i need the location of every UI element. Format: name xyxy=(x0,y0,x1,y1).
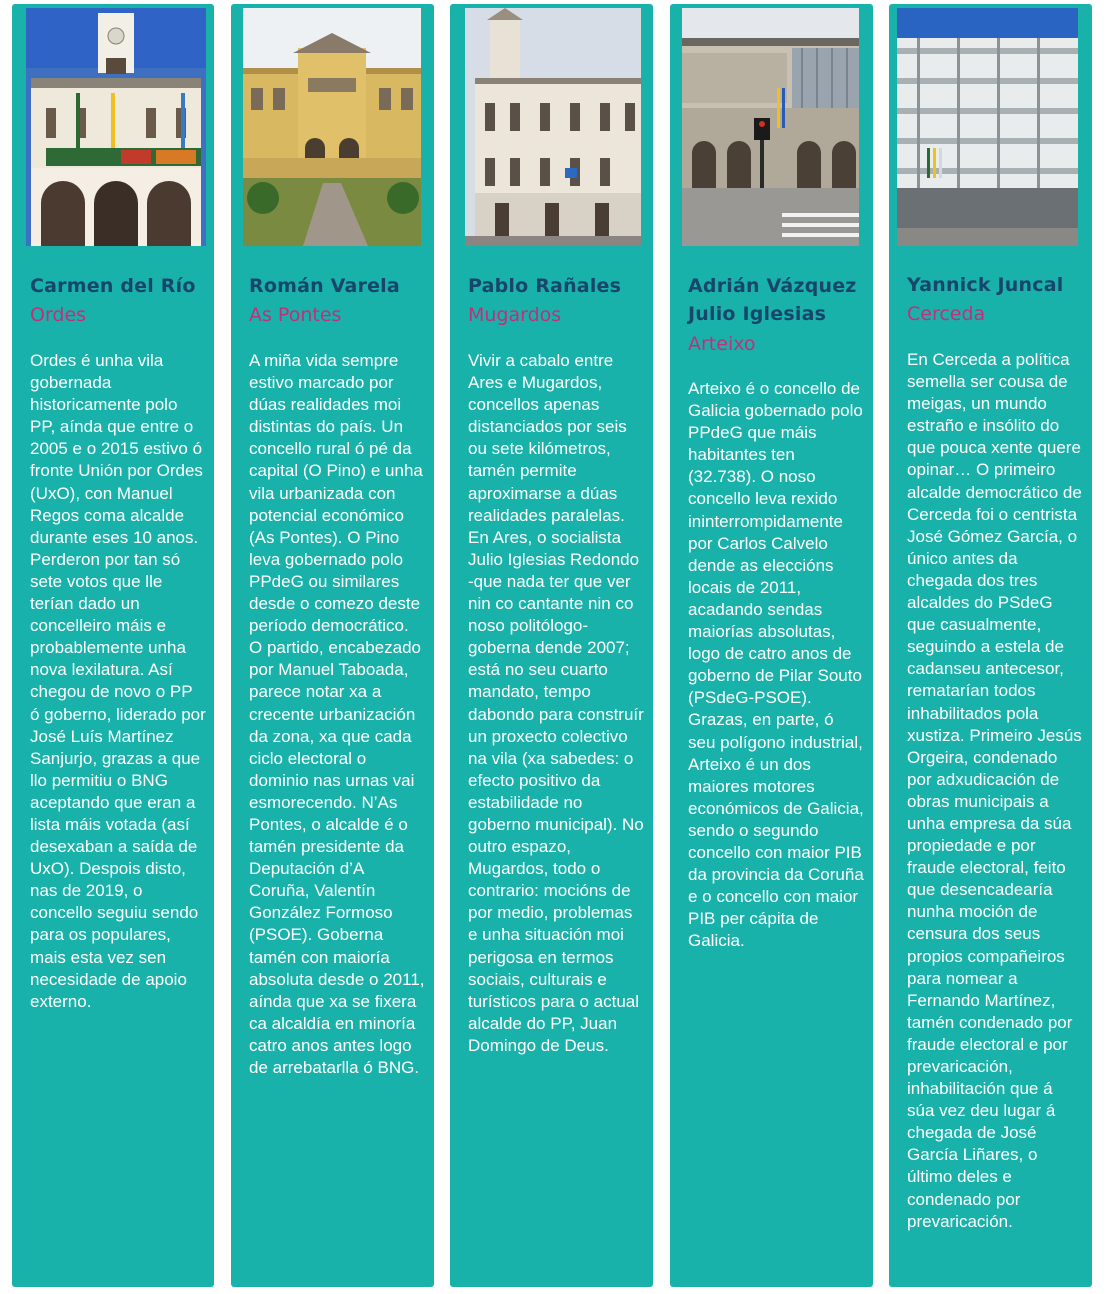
profile-card-ordes xyxy=(12,4,214,1287)
town-hall-as-pontes-photo xyxy=(243,8,421,246)
person-name: Román Varela xyxy=(249,275,400,297)
profile-card-cerceda xyxy=(889,4,1092,1287)
person-name: Carmen del Río xyxy=(30,275,196,297)
bio-text: Ordes é unha vila gobernada historicamente polo PP, aínda que entre o 2005 e o 2015 estivo ó fronte Unión por Ordes (UxO), con Manuel Regos coma alcalde durante eses 10 anos. Perderon por tan só sete votos que lle terían dado un concelleiro máis e probablemente unha nova lexilatura. Así chegou de novo o PP ó goberno, liderado por José Luís Martínez Sanjurjo, grazas a que llo permitiu o BNG aceptando que eran a lista máis votada (así desexaban a saída de UxO). Despois disto, nas de 2019, o concello seguiu sendo para os populares, mais esta vez sen necesidade de apoio externo. xyxy=(30,351,206,1011)
town-hall-cerceda-photo xyxy=(897,8,1078,246)
town-name: As Pontes xyxy=(249,304,342,326)
person-name: Adrián Vázquez Julio Iglesias xyxy=(688,275,857,325)
town-name: Arteixo xyxy=(688,333,756,355)
person-name: Pablo Rañales xyxy=(468,275,622,297)
bio-text: En Cerceda a política semella ser cousa de meigas, un mundo estraño e insólito do que pouca xente quere opinar… O primeiro alcalde democrático de Cerceda foi o centrista José Gómez García, o único antes da chegada dos tres alcaldes do PSdeG que casualmente, seguindo a estela de cadanseu antecesor, rematarían todos inhabilitados pola xustiza. Primeiro Jesús Orgeira, condenado por adxudicación de obras municipais a unha empresa da súa propiedade e por fraude electoral, feito que desencadearía nunha moción de censura dos seus propios compañeiros para nomear a Fernando Martínez, tamén condenado por fraude electoral e por prevaricación, inhabilitación que á súa vez deu lugar á chegada de José García Liñares, o último deles e condenado por prevaricación. xyxy=(907,350,1082,1231)
town-name: Cerceda xyxy=(907,303,986,325)
profile-card-as-pontes xyxy=(231,4,434,1287)
profile-card-arteixo xyxy=(670,4,873,1287)
town-name: Ordes xyxy=(30,304,87,326)
bio-text: Vivir a cabalo entre Ares e Mugardos, concellos apenas distanciados por seis ou sete kilómetros, tamén permite aproximarse a dúas realidades paralelas. En Ares, o socialista Julio Iglesias Redondo -que nada ter que ver nin co cantante nin co noso politólogo- goberna dende 2007; está no seu cuarto mandato, tempo dabondo para construír un proxecto colectivo na vila (xa sabedes: o efecto positivo da estabilidade no goberno municipal). No outro espazo, Mugardos, todo o contrario: mocións de por medio, problemas e unha situación moi perigosa en termos sociais, culturais e turísticos para o actual alcalde do PP, Juan Domingo de Deus. xyxy=(468,351,644,1055)
town-name: Mugardos xyxy=(468,304,562,326)
town-hall-mugardos-photo xyxy=(465,8,641,246)
town-hall-ordes-photo xyxy=(26,8,206,246)
bio-text: Arteixo é o concello de Galicia gobernado polo PPdeG que máis habitantes ten (32.738). O noso concello leva rexido ininterrompidamente por Carlos Calvelo dende as eleccións locais de 2011, acadando sendas maiorías absolutas, logo de catro anos de goberno de Pilar Souto (PSdeG-PSOE). Grazas, en parte, ó seu polígono industrial, Arteixo é un dos maiores motores económicos de Galicia, sendo o segundo concello con maior PIB da provincia da Coruña e o concello con maior PIB per cápita de Galicia. xyxy=(688,379,864,951)
profile-card-mugardos xyxy=(450,4,653,1287)
person-name: Yannick Juncal xyxy=(907,274,1064,296)
bio-text: A miña vida sempre estivo marcado por dúas realidades moi distintas do país. Un concello rural ó pé da capital (O Pino) e unha vila urbanizada con potencial económico (As Pontes). O Pino leva gobernado polo PPdeG ou similares desde o comezo deste período democrático. O partido, encabezado por Manuel Taboada, parece notar xa a crecente urbanización da zona, xa que cada ciclo electoral o dominio nas urnas vai esmorecendo. N’As Pontes, o alcalde é o tamén presidente da Deputación d’A Coruña, Valentín González Formoso (PSOE). Goberna tamén con maioría absoluta desde o 2011, aínda que xa se fixera ca alcaldía en minoría catro anos antes logo de arrebatarlla ó BNG. xyxy=(249,351,425,1077)
town-hall-arteixo-photo xyxy=(682,8,859,246)
